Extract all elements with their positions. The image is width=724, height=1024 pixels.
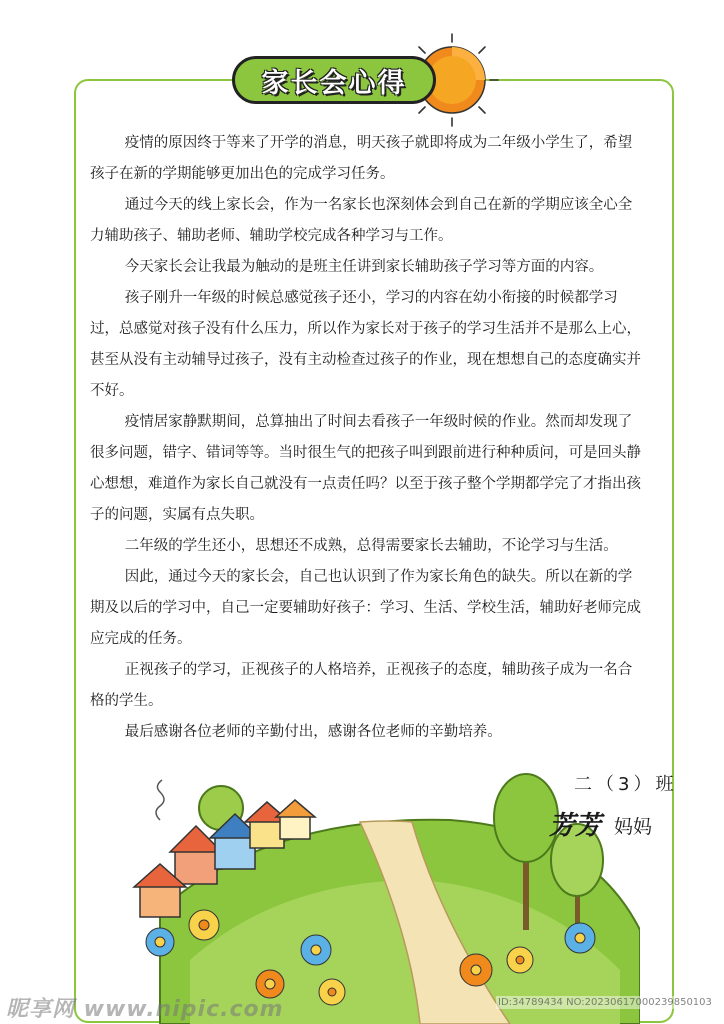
paragraph: 因此，通过今天的家长会，自己也认识到了作为家长角色的缺失。所以在新的学期及以后的学习中，自己一定要辅助好孩子：学习、生活、学校生活，辅助好老师完成应完成的任务。 (90, 569, 641, 647)
paragraph: 今天家长会让我最为触动的是班主任讲到家长辅助孩子学习等方面的内容。 (124, 259, 604, 275)
landscape-illustration (120, 760, 640, 1024)
page-title: 家长会心得 (261, 67, 407, 99)
signature-class: 二（3）班 (574, 774, 678, 795)
watermark-id: ID:34789434 NO:20230617000239850103 (498, 997, 712, 1008)
paragraph: 疫情居家静默期间，总算抽出了时间去看孩子一年级时候的作业。然而却发现了很多问题，错字、错词等等。当时很生气的把孩子叫到跟前进行种种质问，可是回头静心想想，难道作为家长自己就没有一点责任吗？以至于孩子整个学期都学完了才指出孩子的问题，实属有点失职。 (90, 414, 641, 523)
watermark-logo: 昵享网 www.nipic.com (6, 997, 284, 1022)
paragraph: 孩子刚升一年级的时候总感觉孩子还小，学习的内容在幼小衔接的时候都学习过，总感觉对孩子没有什么压力，所以作为家长对于孩子的学习生活并不是那么上心，甚至从没有主动辅导过孩子，没有主动检查过孩子的作业，现在想想自己的态度确实并不好。 (90, 290, 641, 399)
paragraph: 通过今天的线上家长会，作为一名家长也深刻体会到自己在新的学期应该全心全力辅助孩子、辅助老师、辅助学校完成各种学习与工作。 (90, 197, 633, 244)
title-banner (232, 56, 436, 104)
signature-role: 妈妈 (614, 816, 653, 838)
paragraph: 二年级的学生还小，思想还不成熟，总得需要家长去辅助，不论学习与生活。 (124, 538, 618, 554)
paragraph: 最后感谢各位老师的辛勤付出，感谢各位老师的辛勤培养。 (124, 724, 502, 740)
signature-name: 芳芳 (549, 811, 602, 841)
paragraph: 疫情的原因终于等来了开学的消息，明天孩子就即将成为二年级小学生了，希望孩子在新的学期能够更加出色的完成学习任务。 (90, 135, 633, 182)
essay-body (90, 128, 646, 748)
paragraph: 正视孩子的学习，正视孩子的人格培养，正视孩子的态度，辅助孩子成为一名合格的学生。 (90, 662, 633, 709)
